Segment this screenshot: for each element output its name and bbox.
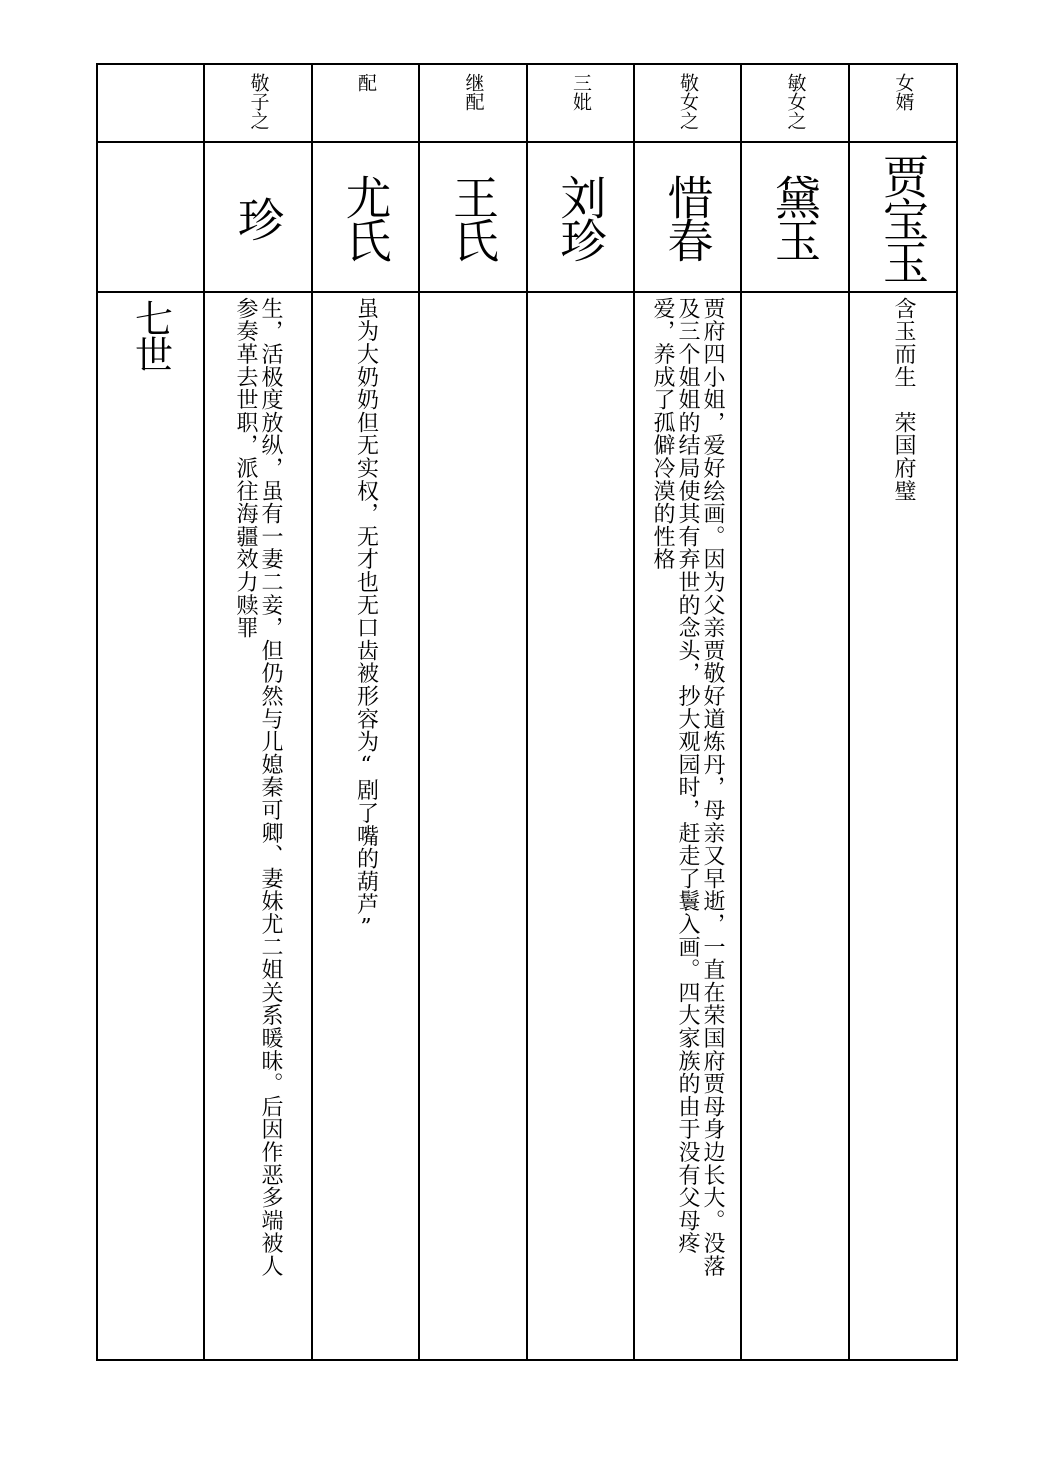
name-cell [419, 142, 527, 292]
name-cell [527, 142, 634, 292]
biography-text: 贾府四小姐，爱好绘画。因为父亲贾敬好道炼丹，母亲又早逝，一直在荣国府贾母身边长大。没落及三个姐姐的结局使其有弃世的念头，抄大观园时，赶走了鬟入画。四大家族的由于没有父母疼爱，养成了孤僻冷漠的性格 [650, 297, 725, 1278]
relation-cell [741, 64, 849, 142]
person-name: 黛玉 [768, 174, 822, 260]
relation-label: 敬子之 [247, 73, 270, 130]
name-row [97, 142, 957, 292]
biography-cell [312, 292, 419, 1360]
biography-cell [634, 292, 741, 1360]
person-name: 尤氏 [338, 174, 393, 260]
name-cell [634, 142, 741, 292]
relation-label: 敏女之 [784, 73, 807, 130]
biography-cell [204, 292, 312, 1360]
relation-label: 三妣 [570, 73, 592, 111]
biography-text: 虽为大奶奶但无实权，无才也无口齿被形容为“剧了嘴的葫芦” [353, 297, 379, 942]
person-name: 刘珍 [553, 174, 608, 260]
biography-text: 生，活极度放纵，虽有一妻二妾，但仍然与儿媳秦可卿、妻妹尤二姐关系暖昧。后因作恶多端被人参奏革去世职，派往海疆效力赎罪 [233, 297, 283, 1278]
generation-cell [97, 292, 204, 1360]
relation-cell [849, 64, 957, 142]
biography-text: 含玉而生 荣国府璧 [891, 297, 916, 503]
name-cell [312, 142, 419, 292]
name-cell [204, 142, 312, 292]
person-name: 惜春 [660, 174, 715, 260]
person-name: 珍 [231, 195, 285, 239]
biography-row [97, 292, 957, 1360]
genealogy-table [96, 63, 958, 1361]
biography-cell [741, 292, 849, 1360]
name-cell [849, 142, 957, 292]
relation-label: 继配 [462, 73, 485, 111]
generation-label: 七世 [128, 299, 173, 371]
relation-cell-empty [97, 64, 204, 142]
relation-cell [312, 64, 419, 142]
relation-cell [634, 64, 741, 142]
relation-cell [527, 64, 634, 142]
biography-cell [527, 292, 634, 1360]
relation-label: 女婿 [892, 73, 915, 111]
relation-row [97, 64, 957, 142]
biography-cell [849, 292, 957, 1360]
biography-cell [419, 292, 527, 1360]
relation-cell [419, 64, 527, 142]
relation-label: 配 [355, 73, 377, 92]
person-name: 王氏 [446, 174, 500, 260]
name-cell-empty [97, 142, 204, 292]
name-cell [741, 142, 849, 292]
relation-cell [204, 64, 312, 142]
relation-label: 敬女之 [677, 73, 699, 130]
person-name: 贾宝玉 [876, 152, 930, 282]
